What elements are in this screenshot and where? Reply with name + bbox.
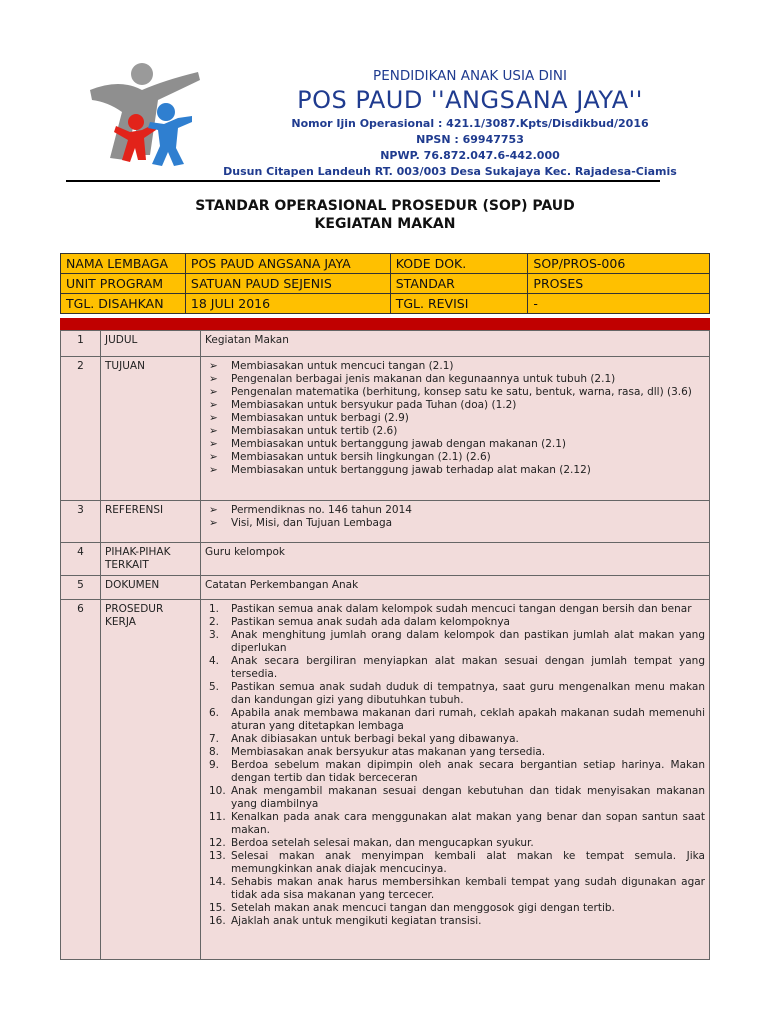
- document-subtitle: KEGIATAN MAKAN: [314, 216, 456, 232]
- list-item-text: Membiasakan untuk mencuci tangan (2.1): [231, 360, 454, 372]
- row-number: 6: [61, 600, 101, 960]
- list-item-text: Anak mengambil makanan sesuai dengan kebutuhan dan tidak menyisakan makanan yang diambilnya: [231, 785, 705, 810]
- list-item: [205, 629, 705, 655]
- row-content: Kegiatan Makan: [201, 331, 710, 357]
- list-item: [205, 811, 705, 837]
- arrowhead-bullet-icon: ➢: [209, 386, 218, 398]
- list-item-text: Permendiknas no. 146 tahun 2014: [231, 504, 412, 516]
- arrowhead-bullet-icon: ➢: [209, 412, 218, 424]
- arrowhead-bullet-icon: ➢: [209, 373, 218, 385]
- list-item-text: Setelah makan anak mencuci tangan dan menggosok gigi dengan tertib.: [231, 902, 615, 914]
- meta-row: [61, 294, 710, 314]
- list-item-text: Sehabis makan anak harus membersihkan kembali tempat yang sudah digunakan agar tidak ada sisa makanan yang tercecer.: [231, 876, 705, 901]
- header-divider: [66, 180, 660, 182]
- list-item-text: Membiasakan untuk bersyukur pada Tuhan (doa) (1.2): [231, 399, 517, 411]
- list-item: [205, 850, 705, 876]
- arrowhead-bullet-icon: ➢: [209, 438, 218, 450]
- list-item-number: 5.: [209, 681, 220, 693]
- list-item: [205, 451, 705, 464]
- document-title: STANDAR OPERASIONAL PROSEDUR (SOP) PAUD: [195, 198, 575, 214]
- row-number: 2: [61, 357, 101, 501]
- list-item: [205, 707, 705, 733]
- list-item: [205, 386, 705, 399]
- arrowhead-bullet-icon: ➢: [209, 464, 218, 476]
- list-item-number: 9.: [209, 759, 220, 771]
- list-item: [205, 603, 705, 616]
- list-item-text: Pengenalan berbagai jenis makanan dan kegunaannya untuk tubuh (2.1): [231, 373, 616, 385]
- table-row: [61, 576, 710, 600]
- list-item-number: 10.: [209, 785, 226, 797]
- list-item-text: Anak menghitung jumlah orang dalam kelompok dan pastikan jumlah alat makan yang diperlukan: [231, 629, 705, 654]
- row-number: 1: [61, 331, 101, 357]
- list-item-text: Membiasakan anak bersyukur atas makanan yang tersedia.: [231, 746, 546, 758]
- row-content: Guru kelompok: [201, 543, 710, 576]
- list-item-number: 6.: [209, 707, 220, 719]
- prosedur-list: [205, 603, 705, 928]
- arrowhead-bullet-icon: ➢: [209, 451, 218, 463]
- list-item-text: Selesai makan anak menyimpan kembali alat makan ke tempat semula. Jika memungkinkan anak diajak mencucinya.: [231, 850, 705, 875]
- list-item-text: Anak dibiasakan untuk berbagi bekal yang dibawanya.: [231, 733, 519, 745]
- meta-label: STANDAR: [390, 274, 528, 294]
- meta-row: [61, 274, 710, 294]
- list-item-text: Pastikan semua anak sudah duduk di tempatnya, saat guru mengenalkan menu makan dan kandungan gizi yang dibutuhkan tubuh.: [231, 681, 705, 706]
- row-label: TUJUAN: [101, 357, 201, 501]
- list-item-number: 3.: [209, 629, 220, 641]
- meta-value: POS PAUD ANGSANA JAYA: [185, 254, 390, 274]
- referensi-list: [205, 504, 705, 530]
- list-item-number: 1.: [209, 603, 220, 615]
- row-label: PROSEDUR KERJA: [101, 600, 201, 960]
- row-content: [201, 357, 710, 501]
- list-item-text: Membiasakan untuk tertib (2.6): [231, 425, 398, 437]
- row-content: [201, 501, 710, 543]
- arrowhead-bullet-icon: ➢: [209, 504, 218, 516]
- list-item: [205, 746, 705, 759]
- list-item: [205, 655, 705, 681]
- operational-permit: Nomor Ijin Operasional : 421.1/3087.Kpts/Disdikbud/2016: [291, 117, 649, 130]
- list-item-text: Visi, Misi, dan Tujuan Lembaga: [231, 517, 393, 529]
- sop-content-table: [60, 330, 710, 960]
- row-content: [201, 600, 710, 960]
- list-item: [205, 517, 705, 530]
- list-item-text: Membiasakan untuk berbagi (2.9): [231, 412, 409, 424]
- meta-value: SATUAN PAUD SEJENIS: [185, 274, 390, 294]
- npsn: NPSN : 69947753: [416, 133, 524, 146]
- list-item: [205, 902, 705, 915]
- list-item: [205, 438, 705, 451]
- meta-value: PROSES: [528, 274, 710, 294]
- list-item: [205, 373, 705, 386]
- tujuan-list: [205, 360, 705, 477]
- table-row: [61, 543, 710, 576]
- list-item-number: 11.: [209, 811, 226, 823]
- list-item-number: 8.: [209, 746, 220, 758]
- arrowhead-bullet-icon: ➢: [209, 399, 218, 411]
- meta-label: KODE DOK.: [390, 254, 528, 274]
- list-item-text: Pastikan semua anak sudah ada dalam kelompoknya: [231, 616, 510, 628]
- arrowhead-bullet-icon: ➢: [209, 517, 218, 529]
- list-item-text: Ajaklah anak untuk mengikuti kegiatan transisi.: [231, 915, 482, 927]
- meta-label: TGL. REVISI: [390, 294, 528, 314]
- list-item: [205, 412, 705, 425]
- table-row: [61, 600, 710, 960]
- row-label: JUDUL: [101, 331, 201, 357]
- meta-value: SOP/PROS-006: [528, 254, 710, 274]
- list-item-number: 16.: [209, 915, 226, 927]
- list-item-text: Kenalkan pada anak cara menggunakan alat makan yang benar dan sopan santun saat makan.: [231, 811, 705, 836]
- list-item-text: Pengenalan matematika (berhitung, konsep satu ke satu, bentuk, warna, rasa, dll) (3.6): [231, 386, 692, 398]
- row-number: 5: [61, 576, 101, 600]
- list-item-number: 4.: [209, 655, 220, 667]
- list-item-text: Apabila anak membawa makanan dari rumah, ceklah apakah makanan sudah memenuhi aturan yang ditetapkan lembaga: [231, 707, 705, 732]
- meta-value: 18 JULI 2016: [185, 294, 390, 314]
- list-item-number: 2.: [209, 616, 220, 628]
- meta-label: UNIT PROGRAM: [61, 274, 186, 294]
- row-label: REFERENSI: [101, 501, 201, 543]
- npwp: NPWP. 76.872.047.6-442.000: [380, 149, 560, 162]
- paud-logo: [80, 60, 210, 172]
- list-item-number: 14.: [209, 876, 226, 888]
- list-item-text: Anak secara bergiliran menyiapkan alat makan sesuai dengan jumlah tempat yang tersedia.: [231, 655, 705, 680]
- list-item-text: Membiasakan untuk bertanggung jawab dengan makanan (2.1): [231, 438, 566, 450]
- list-item: [205, 504, 705, 517]
- list-item-text: Berdoa sebelum makan dipimpin oleh anak secara bergantian setiap harinya. Makan dengan tertib dan tidak berceceran: [231, 759, 705, 784]
- row-number: 3: [61, 501, 101, 543]
- list-item: [205, 399, 705, 412]
- list-item-number: 7.: [209, 733, 220, 745]
- list-item-text: Berdoa setelah selesai makan, dan mengucapkan syukur.: [231, 837, 534, 849]
- list-item: [205, 759, 705, 785]
- list-item: [205, 733, 705, 746]
- list-item: [205, 616, 705, 629]
- table-row: [61, 331, 710, 357]
- list-item: [205, 837, 705, 850]
- list-item-number: 13.: [209, 850, 226, 862]
- list-item: [205, 360, 705, 373]
- table-row: [61, 501, 710, 543]
- org-name: POS PAUD ''ANGSANA JAYA'': [297, 86, 643, 114]
- list-item-text: Membiasakan untuk bertanggung jawab terhadap alat makan (2.12): [231, 464, 591, 476]
- table-row: [61, 357, 710, 501]
- list-item-text: Membiasakan untuk bersih lingkungan (2.1) (2.6): [231, 451, 491, 463]
- org-type: PENDIDIKAN ANAK USIA DINI: [373, 68, 567, 84]
- list-item: [205, 785, 705, 811]
- list-item: [205, 425, 705, 438]
- arrowhead-bullet-icon: ➢: [209, 360, 218, 372]
- list-item-text: Pastikan semua anak dalam kelompok sudah mencuci tangan dengan bersih dan benar: [231, 603, 692, 615]
- row-number: 4: [61, 543, 101, 576]
- document-meta-table: [60, 253, 710, 314]
- row-label: PIHAK-PIHAK TERKAIT: [101, 543, 201, 576]
- list-item: [205, 915, 705, 928]
- list-item-number: 12.: [209, 837, 226, 849]
- list-item-number: 15.: [209, 902, 226, 914]
- meta-row: [61, 254, 710, 274]
- list-item: [205, 681, 705, 707]
- list-item: [205, 876, 705, 902]
- meta-label: NAMA LEMBAGA: [61, 254, 186, 274]
- row-label: DOKUMEN: [101, 576, 201, 600]
- address: Dusun Citapen Landeuh RT. 003/003 Desa Sukajaya Kec. Rajadesa-Ciamis: [223, 165, 677, 178]
- section-red-bar: [60, 318, 710, 330]
- list-item: [205, 464, 705, 477]
- meta-value: -: [528, 294, 710, 314]
- row-content: Catatan Perkembangan Anak: [201, 576, 710, 600]
- arrowhead-bullet-icon: ➢: [209, 425, 218, 437]
- meta-label: TGL. DISAHKAN: [61, 294, 186, 314]
